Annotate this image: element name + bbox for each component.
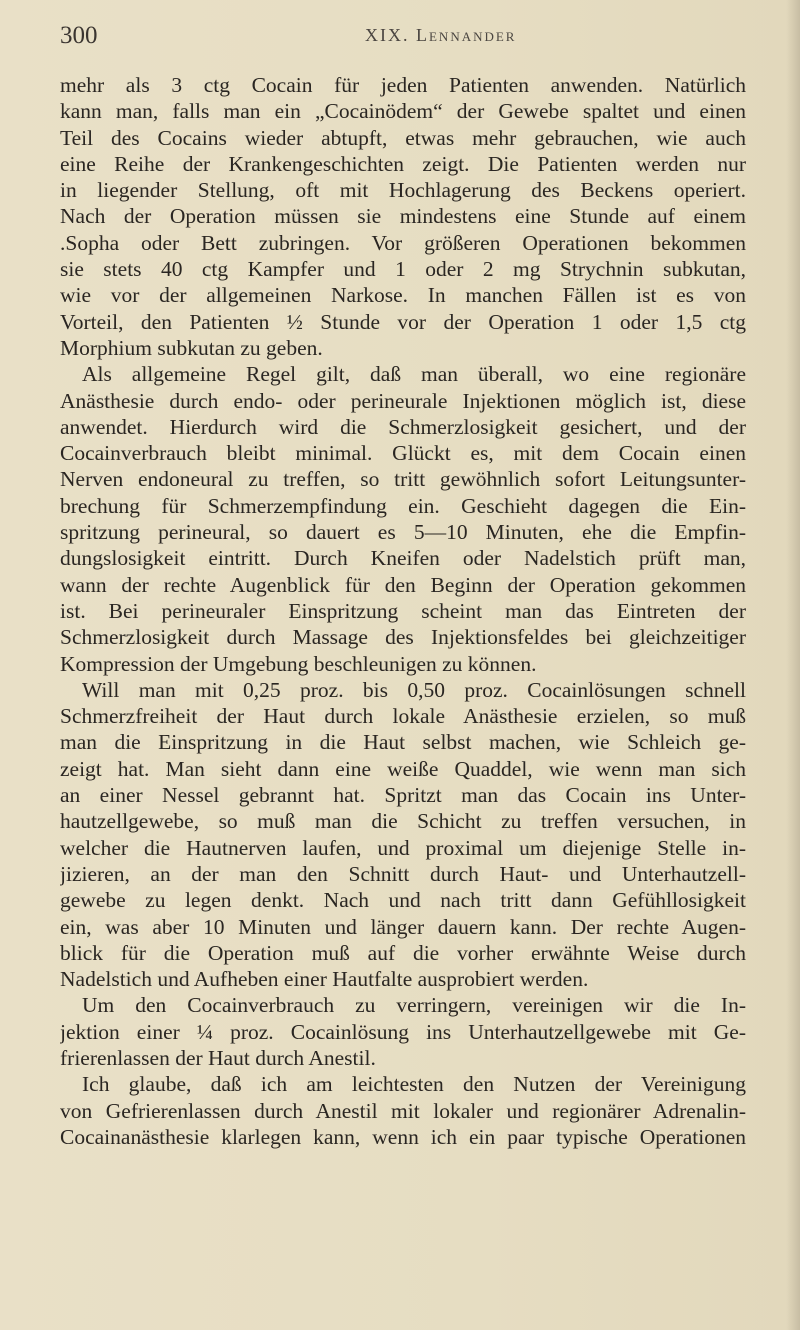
text-line: ein, was aber 10 Minuten und länger dauern kann. Der rechte Augen- [60,914,746,939]
text-line: Nerven endoneural zu treffen, so tritt gewöhnlich sofort Leitungsunter- [60,467,746,492]
text-line: dungslosigkeit eintritt. Durch Kneifen oder Nadelstich prüft man, [60,546,746,571]
text-line: Vorteil, den Patienten ½ Stunde vor der Operation 1 oder 1,5 ctg [60,309,746,334]
text-line: an einer Nessel gebrannt hat. Spritzt man das Cocain ins Unter- [60,783,746,808]
text-line: sie stets 40 ctg Kampfer und 1 oder 2 mg Strychnin subkutan, [60,257,746,282]
text-line: Cocainverbrauch bleibt minimal. Glückt es, mit dem Cocain einen [60,441,746,466]
text-line: ist. Bei perineuraler Einspritzung scheint man das Eintreten der [60,598,746,623]
text-line: brechung für Schmerzempfindung ein. Geschieht dagegen die Ein- [60,493,746,518]
text-line: wie vor der allgemeinen Narkose. In manchen Fällen ist es von [60,283,746,308]
text-line: Will man mit 0,25 proz. bis 0,50 proz. Cocainlösungen schnell [82,677,746,702]
text-line: Teil des Cocains wieder abtupft, etwas mehr gebrauchen, wie auch [60,125,746,150]
text-line: jizieren, an der man den Schnitt durch Haut- und Unterhautzell- [60,861,746,886]
text-line: Nadelstich und Aufheben einer Hautfalte ausprobiert werden. [60,967,589,992]
page-number: 300 [60,22,98,49]
running-title: XIX. Lennander [365,25,517,45]
text-line: Anästhesie durch endo- oder perineurale Injektionen möglich ist, diese [60,388,746,413]
text-line: eine Reihe der Krankengeschichten zeigt. Die Patienten werden nur [60,151,746,176]
text-line: welcher die Hautnerven laufen, und proximal um diejenige Stelle in- [60,835,746,860]
text-line: man die Einspritzung in die Haut selbst machen, wie Schleich ge- [60,730,746,755]
text-line: Morphium subkutan zu geben. [60,335,323,360]
text-line: Kompression der Umgebung beschleunigen zu können. [60,651,537,676]
page-header [60,22,736,58]
text-line: gewebe zu legen denkt. Nach und nach tritt dann Gefühllosigkeit [60,888,746,913]
text-line: zeigt hat. Man sieht dann eine weiße Quaddel, wie wenn man sich [60,756,746,781]
text-line: in liegender Stellung, oft mit Hochlagerung des Beckens operiert. [60,178,746,203]
text-line: von Gefrierenlassen durch Anestil mit lokaler und regionärer Adrenalin- [60,1098,746,1123]
text-line: blick für die Operation muß auf die vorher erwähnte Weise durch [60,940,746,965]
text-line: Ich glaube, daß ich am leichtesten den Nutzen der Vereinigung [82,1072,746,1097]
text-line: kann man, falls man ein „Cocainödem“ der Gewebe spaltet und einen [60,99,746,124]
text-line: Um den Cocainverbrauch zu verringern, vereinigen wir die In- [82,993,746,1018]
text-line: wann der rechte Augenblick für den Beginn der Operation gekommen [60,572,746,597]
text-line: Als allgemeine Regel gilt, daß man überall, wo eine regionäre [82,362,746,387]
text-line: Nach der Operation müssen sie mindestens eine Stunde auf einem [60,204,746,229]
page-edge-shadow [786,0,800,1330]
text-line: Cocainanästhesie klarlegen kann, wenn ich ein paar typische Operationen [60,1124,746,1149]
text-line: anwendet. Hierdurch wird die Schmerzlosigkeit gesichert, und der [60,414,746,439]
text-line: hautzellgewebe, so muß man die Schicht zu treffen versuchen, in [60,809,746,834]
text-line: mehr als 3 ctg Cocain für jeden Patienten anwenden. Natürlich [60,73,746,97]
text-line: frierenlassen der Haut durch Anestil. [60,1045,376,1070]
text-line: jektion einer ¼ proz. Cocainlösung ins Unterhautzellgewebe mit Ge- [60,1019,746,1044]
body-text [60,72,746,1150]
text-line: Schmerzlosigkeit durch Massage des Injektionsfeldes bei gleichzeitiger [60,625,746,650]
text-line: Schmerzfreiheit der Haut durch lokale Anästhesie erzielen, so muß [60,704,746,729]
text-line: .Sopha oder Bett zubringen. Vor größeren Operationen bekommen [60,230,746,255]
text-line: spritzung perineural, so dauert es 5—10 Minuten, ehe die Empfin- [60,520,746,545]
